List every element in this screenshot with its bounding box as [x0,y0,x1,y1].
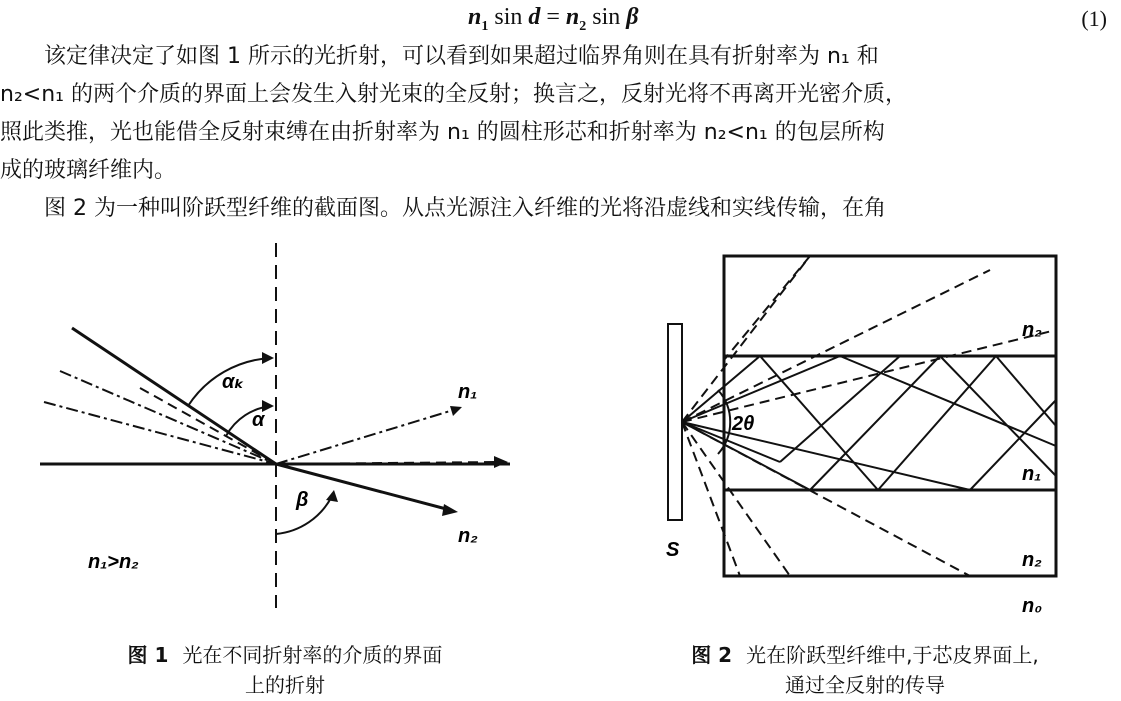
equation-number: (1) [1081,6,1107,31]
arrowhead [450,406,462,416]
figure-2-step-index-fiber [640,250,1110,620]
eq-n1: n [468,4,482,30]
figure-2-caption [615,640,1115,700]
paragraph-line: 图 2 为一种叫阶跃型纤维的截面图。从点光源注入纤维的光将沿虚线和实线传输，在角 [44,196,886,221]
label-alpha: α [252,409,265,431]
eq-sin2: sin [592,4,621,30]
caption-label: 图 2 [691,643,733,667]
label-n2-bottom: n₂ [1022,549,1042,571]
paragraph-2 [0,190,1121,228]
label-n1: n₁ [458,381,478,403]
label-n2-top: n₂ [1022,319,1042,341]
reflected-ray-n1 [276,408,460,464]
arrowhead [262,352,274,364]
eq-n1-sub: 1 [481,18,489,34]
eq-n2-sub: 2 [579,18,587,34]
caption-text: 上的折射 [245,673,325,697]
label-2theta: 2θ [732,413,755,435]
figure-1-caption [60,640,510,700]
label-condition: n₁>n₂ [88,551,139,573]
arrowhead [494,456,508,468]
incident-ray-dashdot-low [44,402,276,464]
equation-formula [468,4,639,35]
caption-text: 光在阶跃型纤维中,于芯皮界面上, [746,643,1039,667]
arrowhead [442,504,458,516]
caption-text: 光在不同折射率的介质的界面 [182,643,443,667]
label-beta: β [296,489,309,511]
label-source: S [666,539,680,561]
paragraph-1 [0,38,1121,190]
label-alpha-k: αₖ [222,371,245,393]
paragraph-line: n₂<n₁ 的两个介质的界面上会发生入射光束的全反射；换言之，反射光将不再离开光密介质， [0,82,907,107]
label-n0: n₀ [1022,595,1043,617]
paragraph-line: 该定律决定了如图 1 所示的光折射，可以看到如果超过临界角则在具有折射率为 n₁ 和 [44,44,879,69]
label-n2: n₂ [458,525,478,547]
paragraph-line: 照此类推，光也能借全反射束缚在由折射率为 n₁ 的圆柱形芯和折射率为 n₂<n₁ 的包层所构 [0,120,885,145]
arc-alpha [226,406,272,436]
snell-equation [0,2,1121,38]
label-n1-core: n₁ [1022,463,1042,485]
caption-text: 通过全反射的传导 [785,673,945,697]
paragraph-line: 成的玻璃纤维内。 [0,158,177,183]
eq-sin1: sin [494,4,523,30]
incident-ray-critical [72,328,276,464]
arrowhead [326,490,338,502]
eq-angle2: β [626,4,639,30]
caption-label: 图 1 [127,643,169,667]
eq-n2: n [565,4,580,30]
figure-1-refraction-diagram [30,238,550,618]
light-source-plate [668,324,682,520]
eq-angle1: d [528,4,541,30]
eq-equals: = [546,4,560,30]
